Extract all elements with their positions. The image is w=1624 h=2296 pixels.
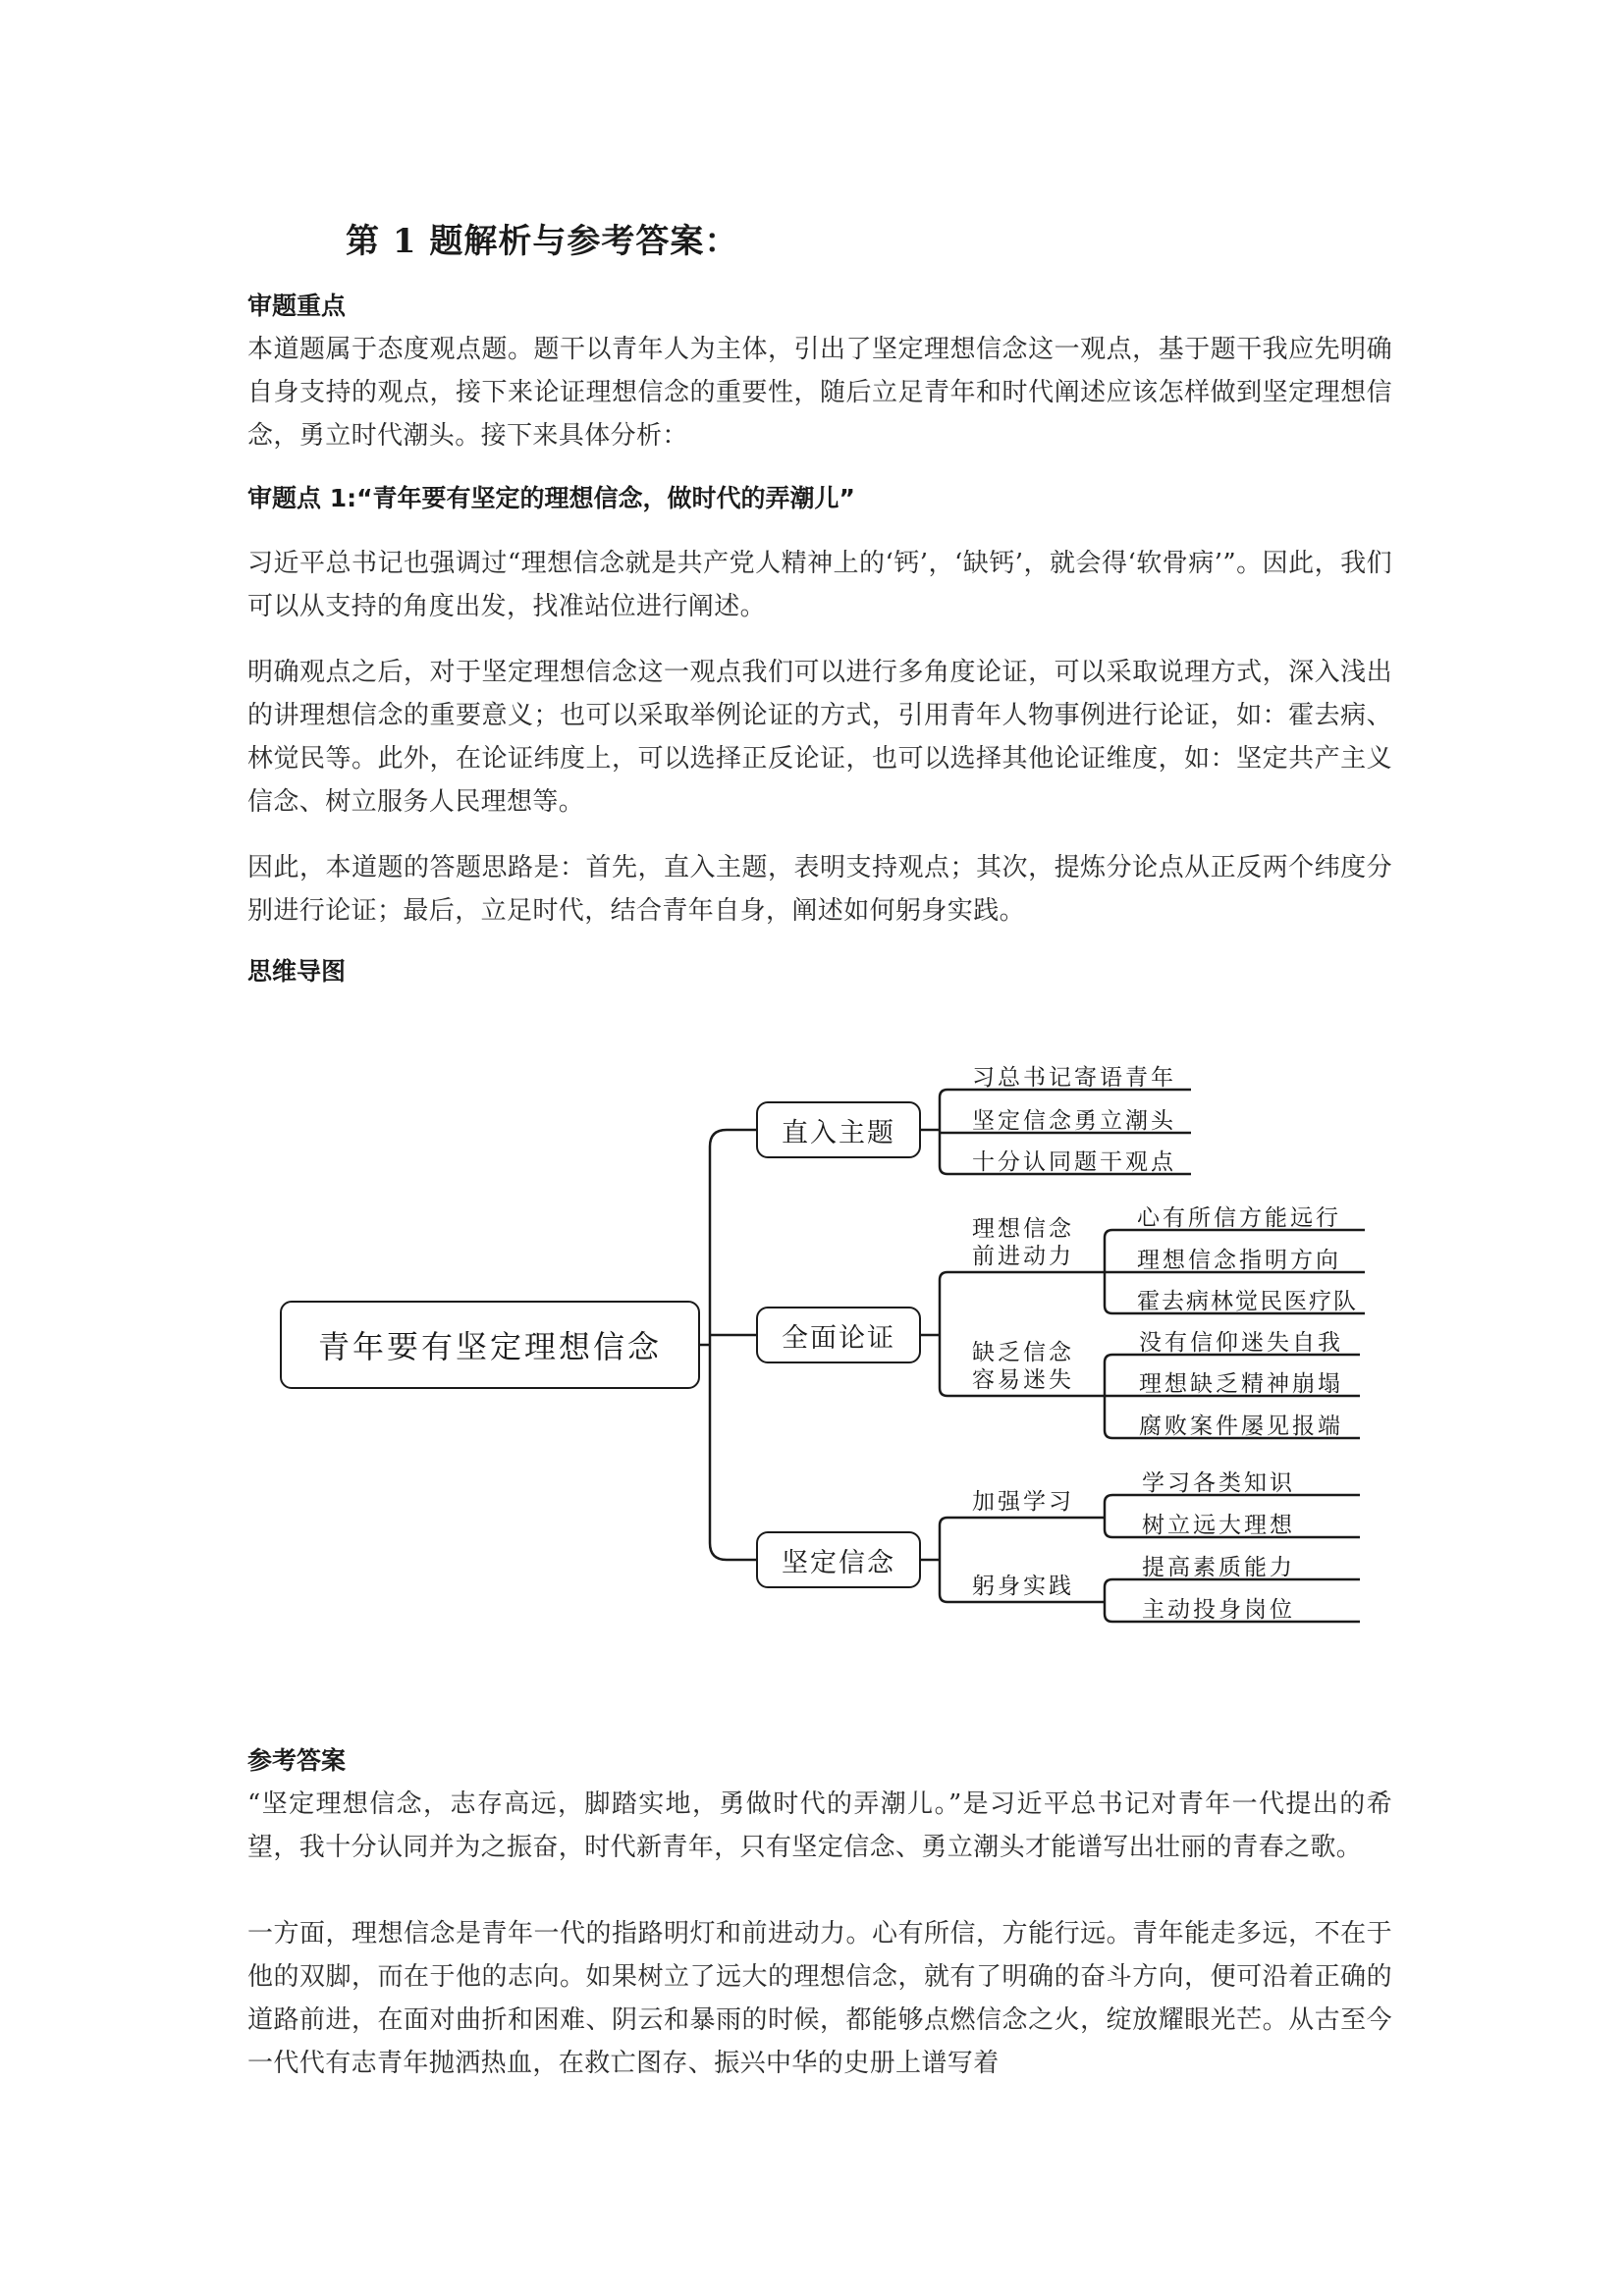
- mindmap-leaf: 理想信念指明方向: [1137, 1248, 1341, 1273]
- mindmap-root-node: [280, 1301, 700, 1389]
- sub-label-line: 理想信念: [972, 1216, 1074, 1242]
- mindmap-sub-branch: 躬身实践: [972, 1574, 1074, 1599]
- mindmap-leaf: 习总书记寄语青年: [972, 1065, 1176, 1091]
- paragraph-point1-3: 因此，本道题的答题思路是：首先，直入主题，表明支持观点；其次，提炼分论点从正反两个纬度分别进行论证；最后，立足时代，结合青年自身，阐述如何躬身实践。: [247, 853, 1392, 926]
- heading-reference-answer: 参考答案: [247, 1746, 347, 1775]
- mindmap-root-label: 青年要有坚定理想信念: [317, 1328, 662, 1365]
- page-title: 第 1 题解析与参考答案：: [346, 222, 739, 261]
- mindmap-sub-branch: 加强学习: [972, 1489, 1074, 1515]
- paragraph-point1-2: 明确观点之后，对于坚定理想信念这一观点我们可以进行多角度论证，可以采取说理方式，深入浅出的讲理想信念的重要意义；也可以采取举例论证的方式，引用青年人物事例进行论证，如：霍去病、林觉民等。此外，在论证纬度上，可以选择正反论证，也可以选择其他论证维度，如：坚定共产主义信念、树立服务人民理想等。: [247, 658, 1392, 817]
- mindmap-sub-branch: [972, 1339, 1074, 1394]
- mindmap-leaf: 腐败案件屡见报端: [1139, 1414, 1343, 1439]
- heading-point-1: 审题点 1:“青年要有坚定的理想信念，做时代的弄潮儿”: [247, 484, 855, 512]
- branch-label: 直入主题: [782, 1117, 895, 1148]
- mindmap-leaf: 霍去病林觉民医疗队: [1137, 1289, 1358, 1314]
- mindmap-branch-firm-belief: [756, 1531, 921, 1588]
- sub-label-line: 缺乏信念: [972, 1340, 1074, 1365]
- mindmap-branch-full-argument: [756, 1307, 921, 1363]
- paragraph-point1-1: 习近平总书记也强调过“理想信念就是共产党人精神上的‘钙’，‘缺钙’，就会得‘软骨病’”。因此，我们可以从支持的角度出发，找准站位进行阐述。: [247, 549, 1392, 621]
- heading-review-focus: 审题重点: [247, 292, 347, 320]
- mindmap-leaf: 提高素质能力: [1142, 1555, 1295, 1580]
- mindmap-leaf: 十分认同题干观点: [972, 1149, 1176, 1175]
- paragraph-review-focus: 本道题属于态度观点题。题干以青年人为主体，引出了坚定理想信念这一观点，基于题干我应先明确自身支持的观点，接下来论证理想信念的重要性，随后立足青年和时代阐述应该怎样做到坚定理想信念，勇立时代潮头。接下来具体分析：: [247, 335, 1392, 451]
- mindmap-leaf: 心有所信方能远行: [1137, 1205, 1341, 1231]
- mindmap-sub-branch: [972, 1215, 1074, 1270]
- mindmap-leaf: 学习各类知识: [1142, 1470, 1295, 1496]
- heading-mindmap: 思维导图: [247, 957, 347, 986]
- paragraph-reference-answer-2: 一方面，理想信念是青年一代的指路明灯和前进动力。心有所信，方能行远。青年能走多远，不在于他的双脚，而在于他的志向。如果树立了远大的理想信念，就有了明确的奋斗方向，便可沿着正确的道路前进，在面对曲折和困难、阴云和暴雨的时候，都能够点燃信念之火，绽放耀眼光芒。从古至今一代代有志青年抛洒热血，在救亡图存、振兴中华的史册上谱写着: [247, 1919, 1392, 2078]
- sub-label-line: 前进动力: [972, 1244, 1074, 1269]
- mindmap-leaf: 主动投身岗位: [1142, 1597, 1295, 1623]
- branch-label: 坚定信念: [782, 1547, 895, 1578]
- mindmap-branch-direct-topic: [756, 1101, 921, 1158]
- mindmap-leaf: 没有信仰迷失自我: [1139, 1330, 1343, 1356]
- mindmap-leaf: 坚定信念勇立潮头: [972, 1108, 1176, 1134]
- mindmap-leaf: 理想缺乏精神崩塌: [1139, 1371, 1343, 1397]
- mindmap-leaf: 树立远大理想: [1142, 1513, 1295, 1538]
- paragraph-reference-answer-1: “坚定理想信念，志存高远，脚踏实地，勇做时代的弄潮儿。”是习近平总书记对青年一代提出的希望，我十分认同并为之振奋，时代新青年，只有坚定信念、勇立潮头才能谱写出壮丽的青春之歌。: [247, 1789, 1392, 1862]
- branch-label: 全面论证: [782, 1322, 895, 1354]
- sub-label-line: 容易迷失: [972, 1367, 1074, 1393]
